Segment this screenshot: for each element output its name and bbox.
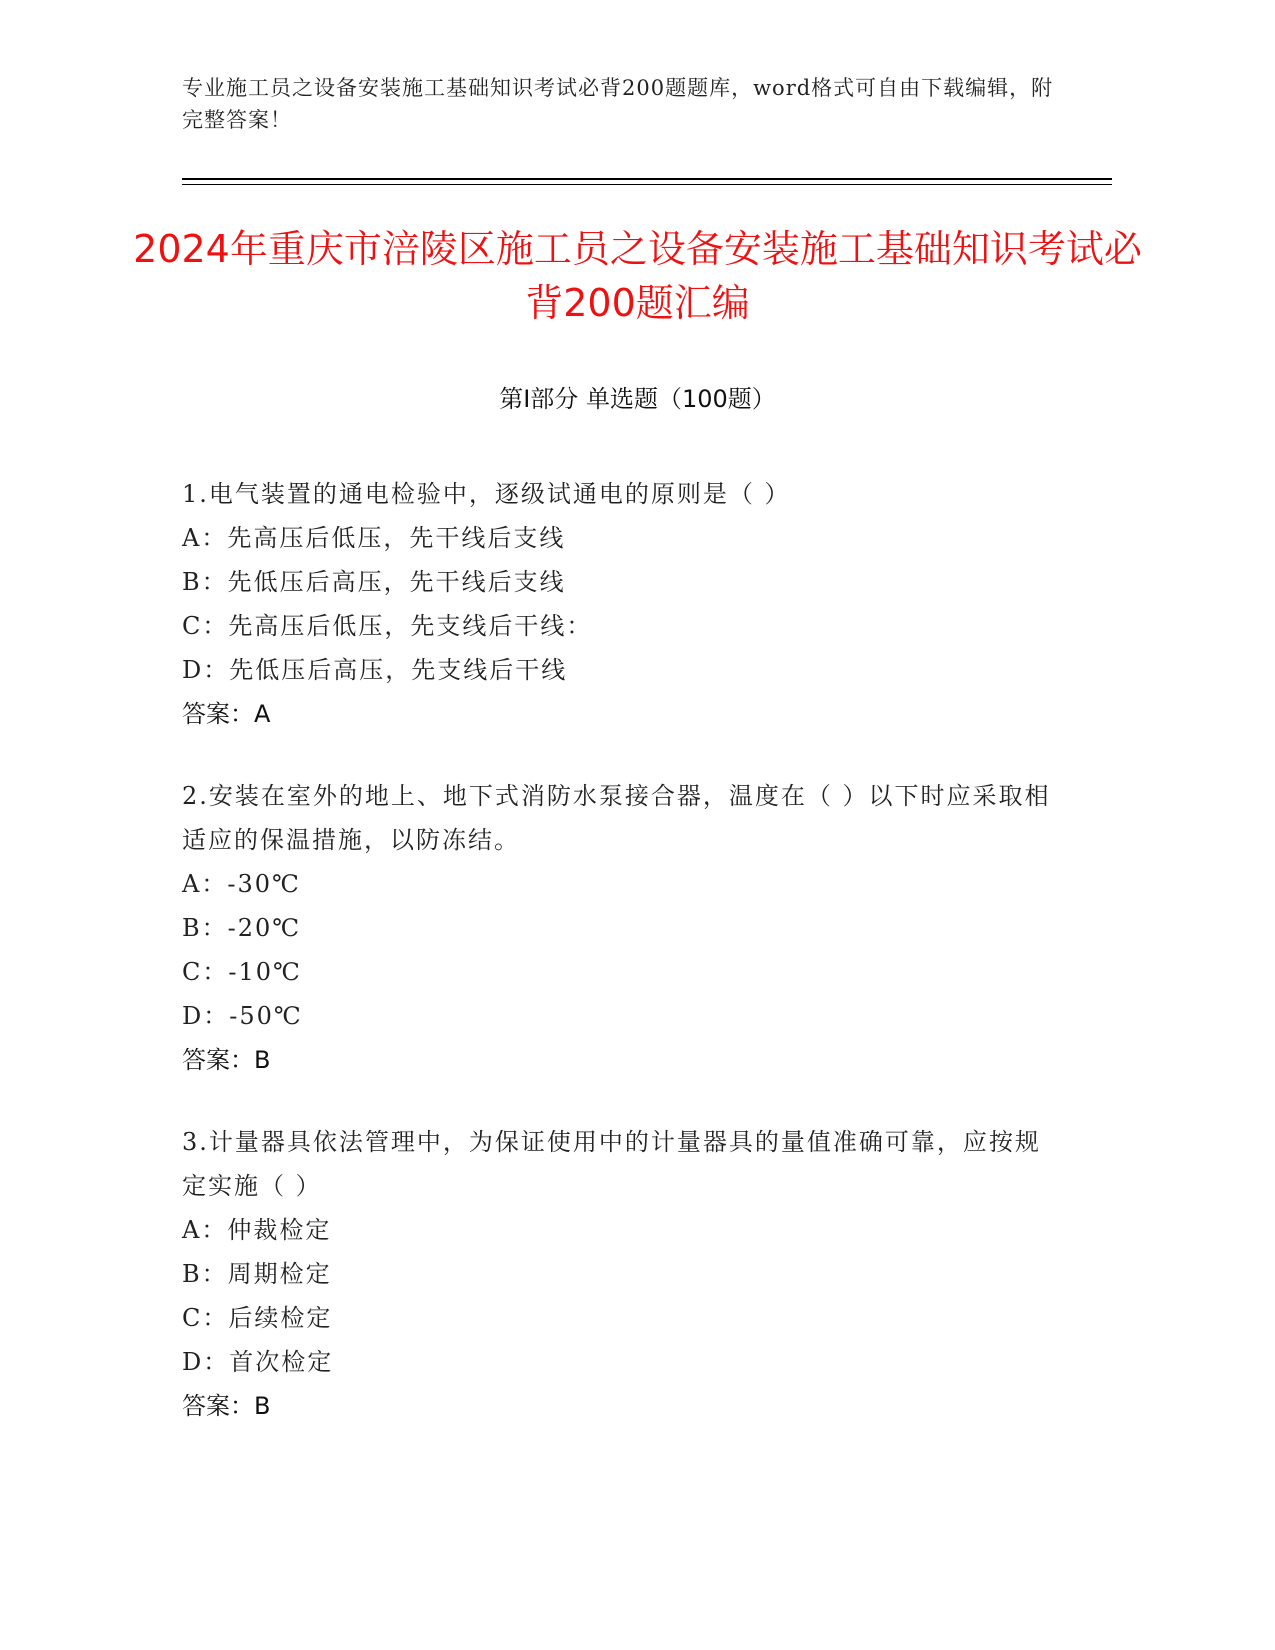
header-note: 专业施工员之设备安装施工基础知识考试必背200题题库，word格式可自由下载编辑，附完整答案！ (182, 76, 1054, 132)
question-item (182, 774, 1062, 1082)
question-stem: 2.安装在室外的地上、地下式消防水泵接合器，温度在（ ）以下时应采取相适应的保温措施，以防冻结。 (182, 782, 1051, 854)
question-item (182, 1120, 1062, 1428)
section-title: 第I部分 单选题（100题） (499, 385, 776, 413)
question-stem: 3.计量器具依法管理中，为保证使用中的计量器具的量值准确可靠，应按规定实施（ ） (182, 1128, 1041, 1200)
option-d: D：首次检定 (182, 1348, 334, 1376)
option-c: C：-10℃ (182, 958, 302, 986)
option-c: C：后续检定 (182, 1304, 333, 1332)
question-list (182, 472, 1062, 1466)
answer-line: 答案：B (182, 1392, 271, 1420)
header-divider-thin (182, 184, 1112, 185)
option-a: A：仲裁检定 (182, 1216, 332, 1244)
header-divider-thick (182, 178, 1112, 180)
answer-line: 答案：B (182, 1046, 271, 1074)
option-d: D：-50℃ (182, 1002, 303, 1030)
option-c: C：先高压后低压，先支线后干线： (182, 612, 593, 640)
option-a: A：-30℃ (182, 870, 301, 898)
answer-line: 答案：A (182, 700, 271, 728)
question-stem: 1.电气装置的通电检验中，逐级试通电的原则是（ ） (182, 480, 791, 508)
option-b: B：先低压后高压，先干线后支线 (182, 568, 566, 596)
option-d: D：先低压后高压，先支线后干线 (182, 656, 568, 684)
question-item (182, 472, 1062, 736)
document-title: 2024年重庆市涪陵区施工员之设备安装施工基础知识考试必背200题汇编 (133, 227, 1142, 325)
option-a: A：先高压后低压，先干线后支线 (182, 524, 566, 552)
option-b: B：-20℃ (182, 914, 302, 942)
option-b: B：周期检定 (182, 1260, 332, 1288)
